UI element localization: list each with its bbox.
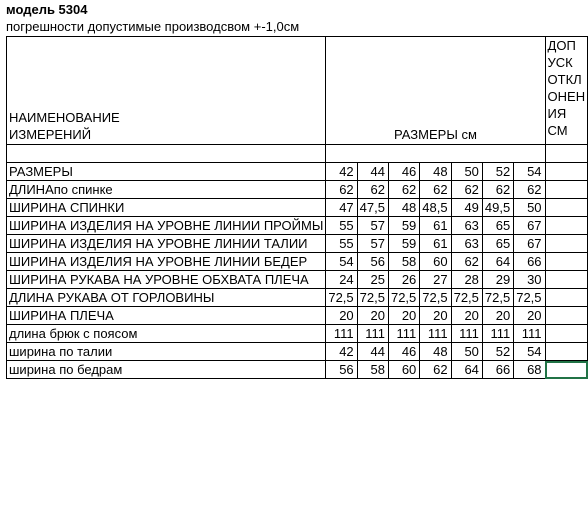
tolerance-cell[interactable] bbox=[545, 361, 588, 379]
size-value-cell[interactable]: 57 bbox=[357, 217, 388, 235]
tolerance-cell[interactable] bbox=[545, 181, 588, 199]
size-value-cell[interactable]: 47,5 bbox=[357, 199, 388, 217]
measurement-label[interactable]: ширина по бедрам bbox=[7, 361, 326, 379]
size-value-cell[interactable]: 60 bbox=[388, 361, 419, 379]
size-value-cell[interactable]: 67 bbox=[514, 217, 545, 235]
size-value-cell[interactable]: 58 bbox=[357, 361, 388, 379]
size-value-cell[interactable]: 72,5 bbox=[388, 289, 419, 307]
size-value-cell[interactable]: 63 bbox=[451, 217, 482, 235]
size-value-cell[interactable]: 66 bbox=[514, 253, 545, 271]
size-value-cell[interactable]: 20 bbox=[451, 307, 482, 325]
size-value-cell[interactable]: 58 bbox=[388, 253, 419, 271]
size-value-cell[interactable]: 46 bbox=[388, 163, 419, 181]
size-value-cell[interactable]: 44 bbox=[357, 163, 388, 181]
size-value-cell[interactable]: 111 bbox=[420, 325, 451, 343]
size-value-cell[interactable]: 64 bbox=[451, 361, 482, 379]
tolerance-cell[interactable] bbox=[545, 307, 588, 325]
tolerance-cell[interactable] bbox=[545, 325, 588, 343]
size-value-cell[interactable]: 30 bbox=[514, 271, 545, 289]
size-value-cell[interactable]: 62 bbox=[357, 181, 388, 199]
size-value-cell[interactable]: 25 bbox=[357, 271, 388, 289]
table-row bbox=[7, 325, 588, 343]
size-value-cell[interactable]: 20 bbox=[357, 307, 388, 325]
size-value-cell[interactable]: 48 bbox=[388, 199, 419, 217]
size-value-cell[interactable]: 66 bbox=[482, 361, 513, 379]
size-value-cell[interactable]: 42 bbox=[326, 343, 357, 361]
table-row bbox=[7, 217, 588, 235]
size-value-cell[interactable]: 54 bbox=[514, 343, 545, 361]
size-value-cell[interactable]: 28 bbox=[451, 271, 482, 289]
size-value-cell[interactable]: 48 bbox=[420, 343, 451, 361]
tolerance-cell[interactable] bbox=[545, 289, 588, 307]
size-value-cell[interactable]: 62 bbox=[482, 181, 513, 199]
measurement-label[interactable]: длина брюк с поясом bbox=[7, 325, 326, 343]
tolerance-header[interactable]: ДОП УСК ОТКЛ ОНЕН ИЯ СМ bbox=[545, 37, 588, 145]
size-value-cell[interactable]: 52 bbox=[482, 343, 513, 361]
size-value-cell[interactable]: 72,5 bbox=[482, 289, 513, 307]
size-value-cell[interactable]: 63 bbox=[451, 235, 482, 253]
size-value-cell[interactable]: 61 bbox=[420, 217, 451, 235]
size-value-cell[interactable]: 56 bbox=[326, 361, 357, 379]
size-value-cell[interactable]: 54 bbox=[326, 253, 357, 271]
table-row bbox=[7, 181, 588, 199]
size-value-cell[interactable]: 111 bbox=[357, 325, 388, 343]
size-value-cell[interactable]: 67 bbox=[514, 235, 545, 253]
size-value-cell[interactable]: 26 bbox=[388, 271, 419, 289]
size-value-cell[interactable]: 62 bbox=[451, 253, 482, 271]
size-value-cell[interactable]: 42 bbox=[326, 163, 357, 181]
size-value-cell[interactable]: 59 bbox=[388, 235, 419, 253]
spacer-row bbox=[7, 145, 588, 163]
tolerance-cell[interactable] bbox=[545, 253, 588, 271]
tolerance-cell[interactable] bbox=[545, 163, 588, 181]
size-value-cell[interactable]: 47 bbox=[326, 199, 357, 217]
size-value-cell[interactable]: 49 bbox=[451, 199, 482, 217]
size-value-cell[interactable]: 50 bbox=[451, 163, 482, 181]
size-value-cell[interactable]: 72,5 bbox=[357, 289, 388, 307]
size-value-cell[interactable]: 59 bbox=[388, 217, 419, 235]
table-row bbox=[7, 307, 588, 325]
size-chart-table bbox=[6, 36, 588, 379]
sizes-header[interactable]: РАЗМЕРЫ см bbox=[326, 37, 545, 145]
size-value-cell[interactable]: 48,5 bbox=[420, 199, 451, 217]
size-value-cell[interactable]: 65 bbox=[482, 235, 513, 253]
table-row bbox=[7, 289, 588, 307]
size-value-cell[interactable]: 72,5 bbox=[514, 289, 545, 307]
table-row bbox=[7, 271, 588, 289]
size-value-cell[interactable]: 62 bbox=[451, 181, 482, 199]
size-value-cell[interactable]: 62 bbox=[514, 181, 545, 199]
size-value-cell[interactable]: 72,5 bbox=[326, 289, 357, 307]
size-value-cell[interactable]: 62 bbox=[326, 181, 357, 199]
header-row bbox=[7, 37, 588, 145]
tolerance-cell[interactable] bbox=[545, 199, 588, 217]
size-value-cell[interactable]: 48 bbox=[420, 163, 451, 181]
size-value-cell[interactable]: 55 bbox=[326, 217, 357, 235]
table-row bbox=[7, 199, 588, 217]
size-value-cell[interactable]: 46 bbox=[388, 343, 419, 361]
size-value-cell[interactable]: 20 bbox=[388, 307, 419, 325]
empty-cell[interactable] bbox=[7, 145, 326, 163]
table-row bbox=[7, 343, 588, 361]
empty-cell[interactable] bbox=[326, 145, 545, 163]
measurement-label[interactable]: ШИРИНА РУКАВА НА УРОВНЕ ОБХВАТА ПЛЕЧА bbox=[7, 271, 326, 289]
table-row bbox=[7, 235, 588, 253]
tolerance-cell[interactable] bbox=[545, 343, 588, 361]
size-value-cell[interactable]: 111 bbox=[482, 325, 513, 343]
table-row bbox=[7, 361, 588, 379]
size-value-cell[interactable]: 54 bbox=[514, 163, 545, 181]
tolerance-cell[interactable] bbox=[545, 271, 588, 289]
measurement-label[interactable]: ширина по талии bbox=[7, 343, 326, 361]
size-value-cell[interactable]: 111 bbox=[326, 325, 357, 343]
size-value-cell[interactable]: 55 bbox=[326, 235, 357, 253]
size-value-cell[interactable]: 52 bbox=[482, 163, 513, 181]
size-value-cell[interactable]: 29 bbox=[482, 271, 513, 289]
size-value-cell[interactable]: 20 bbox=[420, 307, 451, 325]
size-value-cell[interactable]: 20 bbox=[326, 307, 357, 325]
measurement-label[interactable]: ШИРИНА ИЗДЕЛИЯ НА УРОВНЕ ЛИНИИ ПРОЙМЫ bbox=[7, 217, 326, 235]
size-value-cell[interactable]: 61 bbox=[420, 235, 451, 253]
size-value-cell[interactable]: 68 bbox=[514, 361, 545, 379]
tolerance-note: погрешности допустимые производсвом +-1,0см bbox=[6, 19, 300, 34]
size-value-cell[interactable]: 62 bbox=[420, 361, 451, 379]
table-row bbox=[7, 253, 588, 271]
size-value-cell[interactable]: 24 bbox=[326, 271, 357, 289]
size-value-cell[interactable]: 27 bbox=[420, 271, 451, 289]
size-value-cell[interactable]: 111 bbox=[388, 325, 419, 343]
size-value-cell[interactable]: 111 bbox=[514, 325, 545, 343]
size-value-cell[interactable]: 64 bbox=[482, 253, 513, 271]
tolerance-cell[interactable] bbox=[545, 217, 588, 235]
size-value-cell[interactable]: 72,5 bbox=[451, 289, 482, 307]
size-value-cell[interactable]: 62 bbox=[420, 181, 451, 199]
size-value-cell[interactable]: 60 bbox=[420, 253, 451, 271]
size-value-cell[interactable]: 50 bbox=[514, 199, 545, 217]
size-value-cell[interactable]: 50 bbox=[451, 343, 482, 361]
measurement-label[interactable]: ДЛИНА РУКАВА ОТ ГОРЛОВИНЫ bbox=[7, 289, 326, 307]
measurement-label[interactable]: ДЛИНАпо спинке bbox=[7, 181, 326, 199]
size-value-cell[interactable]: 72,5 bbox=[420, 289, 451, 307]
size-value-cell[interactable]: 111 bbox=[451, 325, 482, 343]
measurement-label[interactable]: ШИРИНА ИЗДЕЛИЯ НА УРОВНЕ ЛИНИИ ТАЛИИ bbox=[7, 235, 326, 253]
size-value-cell[interactable]: 57 bbox=[357, 235, 388, 253]
measurement-label[interactable]: ШИРИНА ПЛЕЧА bbox=[7, 307, 326, 325]
measurement-name-header[interactable]: НАИМЕНОВАНИЕ ИЗМЕРЕНИЙ bbox=[7, 37, 326, 145]
measurement-label[interactable]: РАЗМЕРЫ bbox=[7, 163, 326, 181]
tolerance-cell[interactable] bbox=[545, 235, 588, 253]
empty-cell[interactable] bbox=[545, 145, 588, 163]
table-row bbox=[7, 163, 588, 181]
size-value-cell[interactable]: 49,5 bbox=[482, 199, 513, 217]
size-value-cell[interactable]: 20 bbox=[482, 307, 513, 325]
size-value-cell[interactable]: 65 bbox=[482, 217, 513, 235]
measurement-label[interactable]: ШИРИНА СПИНКИ bbox=[7, 199, 326, 217]
size-value-cell[interactable]: 62 bbox=[388, 181, 419, 199]
size-value-cell[interactable]: 44 bbox=[357, 343, 388, 361]
model-title: модель 5304 bbox=[6, 2, 88, 17]
size-value-cell[interactable]: 56 bbox=[357, 253, 388, 271]
measurement-label[interactable]: ШИРИНА ИЗДЕЛИЯ НА УРОВНЕ ЛИНИИ БЕДЕР bbox=[7, 253, 326, 271]
size-value-cell[interactable]: 20 bbox=[514, 307, 545, 325]
